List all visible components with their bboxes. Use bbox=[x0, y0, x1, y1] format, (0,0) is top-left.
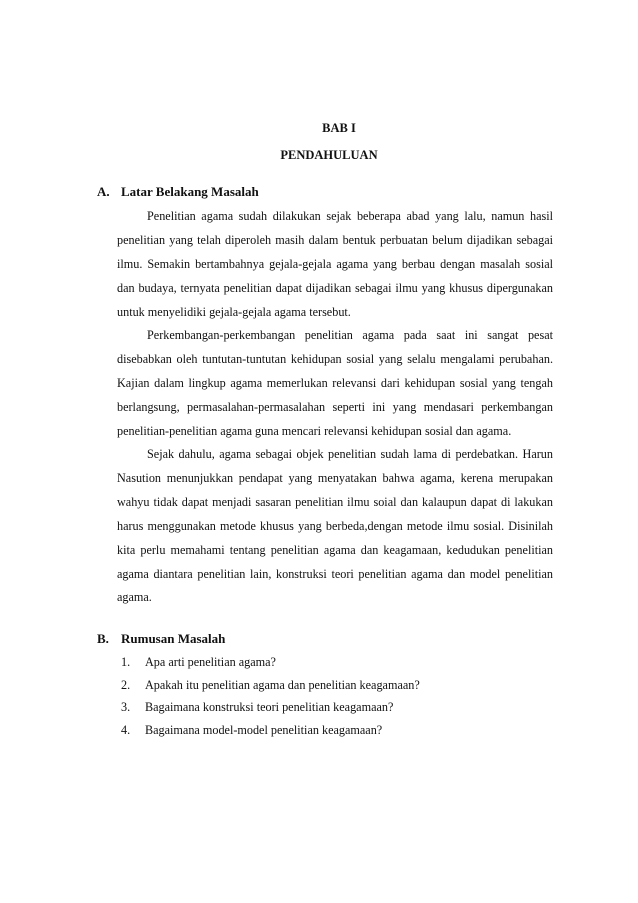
chapter-number: BAB I bbox=[322, 121, 356, 135]
chapter-title: PENDAHULUAN bbox=[280, 148, 378, 162]
list-item-text: Apakah itu penelitian agama dan penelitian keagamaan? bbox=[145, 677, 420, 692]
list-item-number: 4. bbox=[121, 723, 131, 738]
paragraph-1: Penelitian agama sudah dilakukan sejak beberapa abad yang lalu, namun hasil penelitian yang telah diperoleh masih dalam bentuk perbuatan belum dijadikan sebagai ilmu. Semakin bertambahnya gejala-gejala agama yang berbau dengan masalah sosial dan budaya, ternyata penelitian dapat dijadikan sebagai ilmu yang khusus dipergunakan untuk menyelidiki gejala-gejala agama tersebut. bbox=[117, 209, 553, 319]
list-item-text: Apa arti penelitian agama? bbox=[145, 655, 276, 669]
list-item bbox=[121, 719, 420, 742]
section-a-marker: A. bbox=[97, 184, 110, 199]
list-item-text: Bagaimana model-model penelitian keagamaan? bbox=[145, 723, 383, 738]
list-item bbox=[121, 674, 420, 697]
section-a-heading bbox=[97, 184, 259, 200]
list-item-number: 2. bbox=[121, 677, 131, 692]
list-item bbox=[121, 696, 420, 719]
list-item-number: 1. bbox=[121, 655, 131, 669]
section-a-title: Latar Belakang Masalah bbox=[121, 184, 259, 199]
list-item-text: Bagaimana konstruksi teori penelitian keagamaan? bbox=[145, 700, 394, 715]
section-b-heading bbox=[97, 631, 226, 647]
paragraph-2: Perkembangan-perkembangan penelitian agama pada saat ini sangat pesat disebabkan oleh tuntutan-tuntutan kehidupan sosial yang selalu mengalami perubahan. Kajian dalam lingkup agama memerlukan relevansi dari kehidupan sosial yang tengah berlangsung, permasalahan-permasalahan seperti ini yang mendasari perkembangan penelitian-penelitian agama guna mencari relevansi kehidupan sosial dan agama. bbox=[117, 328, 553, 438]
paragraph-3: Sejak dahulu, agama sebagai objek penelitian sudah lama di perdebatkan. Harun Nasution menunjukkan pendapat yang menyatakan bahwa agama, kerena merupakan wahyu tidak dapat menjadi sasaran penelitian ilmu soial dan kalaupun dapat di lakukan harus menggunakan metode khusus yang berbeda,dengan metode ilmu sosial. Disinilah kita perlu memahami tentang penelitian agama dan keagamaan, kedudukan penelitian agama diantara penelitian lain, konstruksi teori penelitian agama dan model penelitian agama. bbox=[117, 447, 553, 605]
list-item bbox=[121, 651, 420, 674]
list-item-number: 3. bbox=[121, 700, 131, 715]
problem-list bbox=[121, 651, 420, 742]
section-b-title: Rumusan Masalah bbox=[121, 631, 226, 646]
section-b-marker: B. bbox=[97, 631, 109, 646]
